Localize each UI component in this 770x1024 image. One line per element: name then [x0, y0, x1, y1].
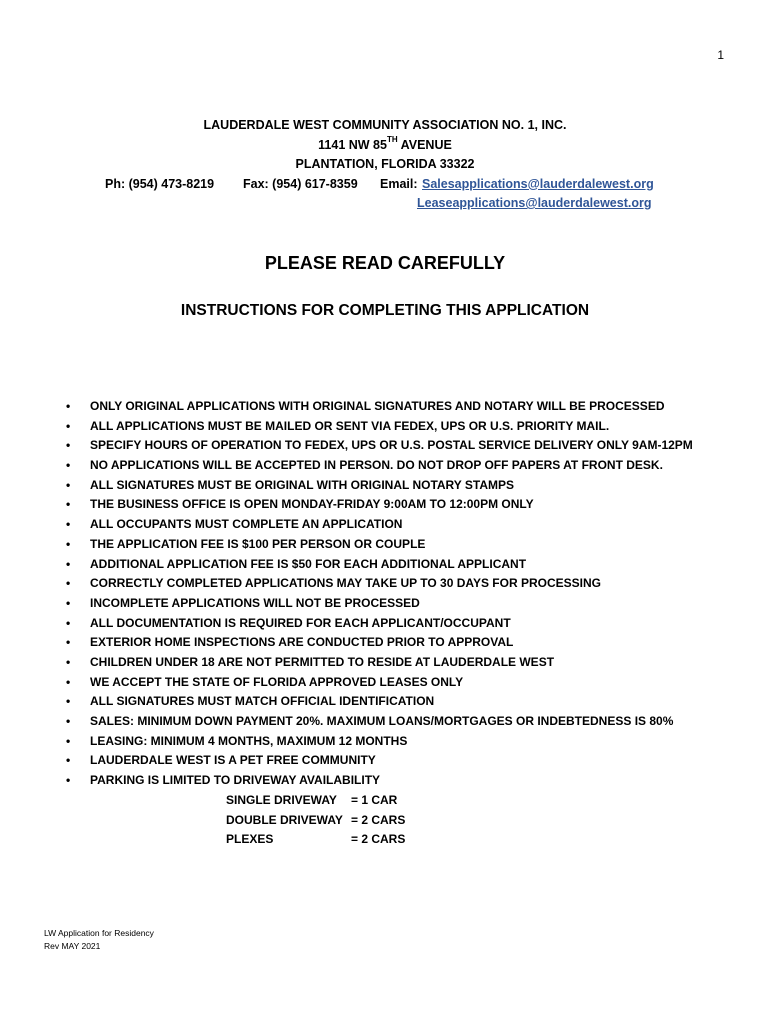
instruction-item [0, 417, 740, 437]
instruction-text: LAUDERDALE WEST IS A PET FREE COMMUNITY [90, 753, 376, 768]
instruction-text: ONLY ORIGINAL APPLICATIONS WITH ORIGINAL SIGNATURES AND NOTARY WILL BE PROCESSED [90, 399, 665, 413]
bullet-icon: • [66, 536, 71, 551]
instruction-item [0, 692, 740, 712]
instruction-item [0, 574, 740, 594]
page-number: 1 [717, 48, 724, 62]
instruction-item [0, 476, 740, 496]
instruction-text: ALL APPLICATIONS MUST BE MAILED OR SENT VIA FEDEX, UPS OR U.S. PRIORITY MAIL. [90, 418, 610, 433]
letterhead [0, 116, 770, 214]
contact-line-2 [0, 194, 770, 214]
parking-allowance: = 2 CARS [351, 812, 406, 827]
instruction-item [0, 712, 740, 732]
bullet-icon: • [66, 477, 71, 492]
footer [44, 927, 154, 952]
bullet-icon: • [66, 399, 71, 413]
bullet-icon: • [66, 753, 71, 768]
instruction-item [0, 633, 740, 653]
instruction-item [0, 751, 740, 771]
city-address: PLANTATION, FLORIDA 33322 [295, 157, 475, 171]
parking-allowance: = 2 CARS [351, 832, 406, 846]
instruction-text: LEASING: MINIMUM 4 MONTHS, MAXIMUM 12 MONTHS [90, 733, 408, 748]
instruction-text: WE ACCEPT THE STATE OF FLORIDA APPROVED LEASES ONLY [90, 674, 464, 689]
street-address-name: AVENUE [397, 137, 452, 152]
instruction-text: ALL SIGNATURES MUST MATCH OFFICIAL IDENTIFICATION [90, 694, 435, 709]
instruction-text: CHILDREN UNDER 18 ARE NOT PERMITTED TO RESIDE AT LAUDERDALE WEST [90, 654, 555, 669]
email-label: Email: [380, 176, 418, 191]
contact-line [0, 175, 770, 195]
bullet-icon: • [66, 714, 71, 728]
bullet-icon: • [66, 576, 71, 591]
instruction-item [0, 515, 740, 535]
street-address-ordinal: TH [386, 135, 398, 145]
footer-revision: Rev MAY 2021 [44, 940, 101, 951]
phone-number: Ph: (954) 473-8219 [105, 176, 215, 191]
bullet-icon: • [66, 635, 71, 650]
instruction-text: ALL DOCUMENTATION IS REQUIRED FOR EACH APPLICANT/OCCUPANT [90, 615, 511, 630]
instruction-item [0, 653, 740, 673]
bullet-icon: • [66, 615, 71, 630]
parking-table [226, 791, 446, 850]
bullet-icon: • [66, 694, 71, 709]
bullet-icon: • [66, 458, 71, 473]
parking-row [226, 811, 446, 831]
street-address [0, 136, 770, 156]
parking-row [226, 791, 446, 811]
instruction-text: NO APPLICATIONS WILL BE ACCEPTED IN PERSON. DO NOT DROP OFF PAPERS AT FRONT DESK. [90, 458, 663, 473]
instruction-item [0, 673, 740, 693]
bullet-icon: • [66, 733, 71, 748]
bullet-icon: • [66, 556, 71, 571]
instruction-text: ADDITIONAL APPLICATION FEE IS $50 FOR EACH ADDITIONAL APPLICANT [90, 556, 527, 571]
bullet-icon: • [66, 595, 71, 610]
instruction-item [0, 436, 740, 456]
instruction-text: ALL OCCUPANTS MUST COMPLETE AN APPLICATION [90, 517, 403, 532]
instruction-text: EXTERIOR HOME INSPECTIONS ARE CONDUCTED PRIOR TO APPROVAL [90, 635, 514, 650]
parking-row [226, 830, 446, 850]
bullet-icon: • [66, 517, 71, 532]
bullet-icon: • [66, 773, 71, 788]
instruction-text: THE BUSINESS OFFICE IS OPEN MONDAY-FRIDAY 9:00AM TO 12:00PM ONLY [90, 497, 534, 512]
instruction-item [0, 456, 740, 476]
instruction-text: CORRECTLY COMPLETED APPLICATIONS MAY TAKE UP TO 30 DAYS FOR PROCESSING [90, 576, 601, 591]
instruction-item [0, 555, 740, 575]
parking-type: DOUBLE DRIVEWAY [226, 812, 343, 827]
parking-type: PLEXES [226, 832, 274, 846]
street-address-number: 1141 NW 85 [318, 137, 387, 152]
lease-email-link[interactable]: Leaseapplications@lauderdalewest.org [417, 196, 652, 210]
fax-number: Fax: (954) 617-8359 [243, 176, 358, 191]
organization-name: LAUDERDALE WEST COMMUNITY ASSOCIATION NO. 1, INC. [203, 118, 567, 132]
page-title: PLEASE READ CAREFULLY [264, 253, 506, 273]
instructions-list [0, 397, 740, 791]
instruction-text: SPECIFY HOURS OF OPERATION TO FEDEX, UPS OR U.S. POSTAL SERVICE DELIVERY ONLY 9AM-12PM [90, 438, 693, 453]
bullet-icon: • [66, 674, 71, 689]
instruction-text: INCOMPLETE APPLICATIONS WILL NOT BE PROCESSED [90, 595, 420, 610]
bullet-icon: • [66, 418, 71, 433]
page-subtitle: INSTRUCTIONS FOR COMPLETING THIS APPLICATION [180, 302, 590, 319]
footer-document-name: LW Application for Residency [44, 928, 154, 938]
instruction-item [0, 594, 740, 614]
instruction-text: PARKING IS LIMITED TO DRIVEWAY AVAILABILITY [90, 773, 381, 788]
instruction-item [0, 535, 740, 555]
bullet-icon: • [66, 497, 71, 512]
parking-allowance: = 1 CAR [351, 793, 398, 807]
instruction-item [0, 495, 740, 515]
instruction-item [0, 614, 740, 634]
bullet-icon: • [66, 438, 71, 453]
instruction-item [0, 771, 740, 791]
instruction-item [0, 732, 740, 752]
sales-email-link[interactable]: Salesapplications@lauderdalewest.org [422, 176, 654, 191]
bullet-icon: • [66, 654, 71, 669]
instruction-text: SALES: MINIMUM DOWN PAYMENT 20%. MAXIMUM LOANS/MORTGAGES OR INDEBTEDNESS IS 80% [90, 714, 674, 728]
parking-type: SINGLE DRIVEWAY [226, 793, 337, 807]
instruction-text: ALL SIGNATURES MUST BE ORIGINAL WITH ORIGINAL NOTARY STAMPS [90, 477, 515, 492]
instruction-text: THE APPLICATION FEE IS $100 PER PERSON OR COUPLE [90, 536, 426, 551]
instruction-item [0, 397, 740, 417]
